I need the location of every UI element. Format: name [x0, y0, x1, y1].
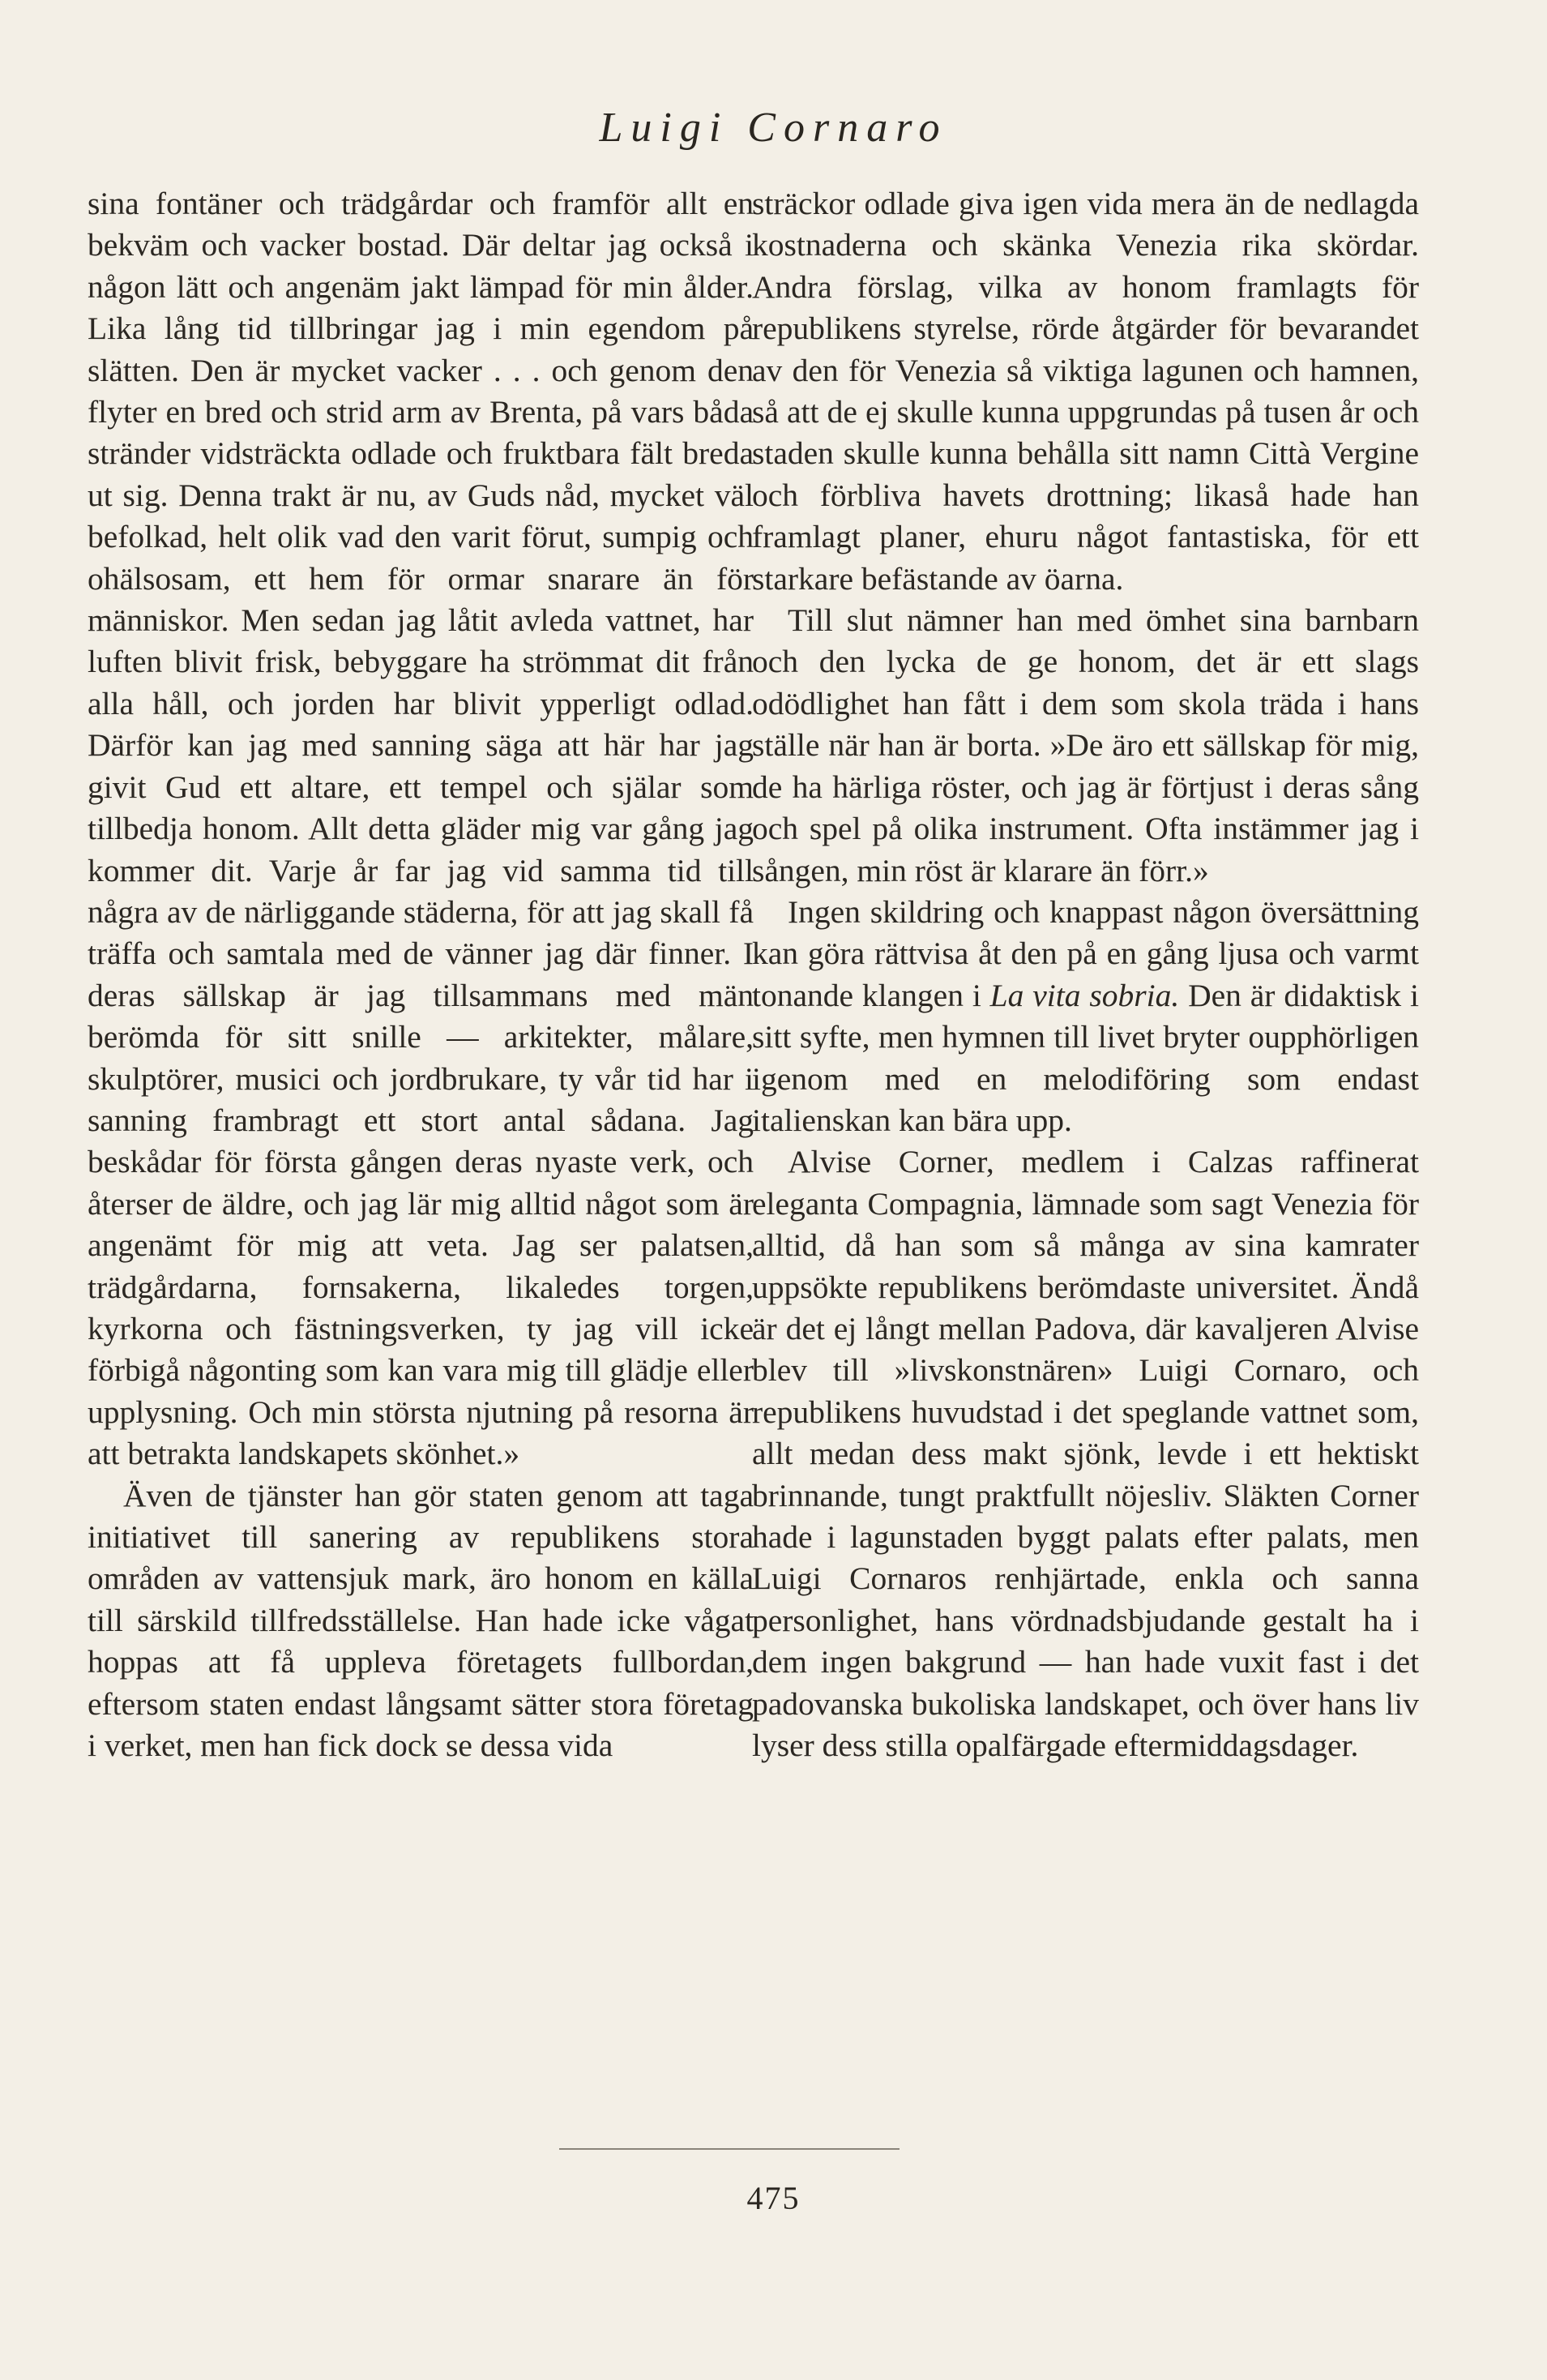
- paragraph: Alvise Corner, medlem i Calzas raffinerat eleganta Compagnia, lämnade som sagt Venezia för alltid, då han som så många av sina kamrater uppsökte republikens berömdaste universitet. Ändå är det ej långt mellan Padova, där kavaljeren Alvise blev till »livskonstnären» Luigi Cornaro, och republikens huvudstad i det speglande vattnet som, allt medan dess makt sjönk, levde i ett hektiskt brinnande, tungt praktfullt nöjesliv. Släkten Corner hade i lagunstaden byggt palats efter palats, men Luigi Cornaros renhjärtade, enkla och sanna personlighet, hans vördnadsbjudande gestalt ha i dem ingen bakgrund — han hade vuxit fast i det padovanska bukoliska landskapet, och över hans liv lyser dess stilla opalfärgade eftermiddagsdager.: [752, 1144, 1419, 1764]
- paragraph: sträckor odlade giva igen vida mera än de nedlagda kostnaderna och skänka Venezia rika skördar. Andra förslag, vilka av honom framlagts för republikens styrelse, rörde åtgärder för bevarandet av den för Venezia så viktiga lagunen och hamnen, så att de ej skulle kunna uppgrundas på tusen år och staden skulle kunna behålla sitt namn Città Vergine och förbliva havets drottning; likaså hade han framlagt planer, ehuru något fantastiska, för ett starkare befästande av öarna.: [752, 186, 1419, 597]
- right-column: [752, 183, 1419, 1766]
- left-column: [88, 183, 754, 1766]
- paragraph-text: Ingen skildring och knappast någon översättning kan göra rättvisa åt den på en gång ljusa och varmt tonande klangen i: [752, 893, 1419, 1013]
- page-number: 475: [746, 2180, 801, 2216]
- paragraph: Till slut nämner han med ömhet sina barnbarn och den lycka de ge honom, det är ett slags odödlighet han fått i dem som skola träda i hans ställe när han är borta. »De äro ett sällskap för mig, de ha härliga röster, och jag är förtjust i deras sång och spel på olika instrument. Ofta instämmer jag i sången, min röst är klarare än förr.»: [752, 602, 1419, 888]
- paragraph: sina fontäner och trädgårdar och framför allt en bekväm och vacker bostad. Där deltar jag också i någon lätt och angenäm jakt lämpad för min ålder. Lika lång tid tillbringar jag i min egendom på slätten. Den är mycket vacker . . . och genom den flyter en bred och strid arm av Brenta, på vars båda stränder vidsträckta odlade och fruktbara fält breda ut sig. Denna trakt är nu, av Guds nåd, mycket väl befolkad, helt olik vad den varit förut, sumpig och ohälsosam, ett hem för ormar snarare än för människor. Men sedan jag låtit avleda vattnet, har luften blivit frisk, bebyggare ha strömmat dit från alla håll, och jorden har blivit ypperligt odlad. Därför kan jag med sanning säga att här har jag givit Gud ett altare, ett tempel och själar som tillbedja honom. Allt detta gläder mig var gång jag kommer dit. Varje år far jag vid samma tid till några av de närliggande städerna, för att jag skall få träffa och samtala med de vänner jag där finner. I deras sällskap är jag tillsammans med män berömda för sitt snille — arkitekter, målare, skulptörer, musici och jordbrukare, ty vår tid har i sanning frambragt ett stort antal sådana. Jag beskådar för första gången deras nyaste verk, och återser de äldre, och jag lär mig alltid något som är angenämt för mig att veta. Jag ser palatsen, trädgårdarna, fornsakerna, likaledes torgen, kyrkorna och fästningsverken, ty jag vill icke förbigå någonting som kan vara mig till glädje eller upplysning. Och min största njutning på resorna är att betrakta landskapets skönhet.»: [88, 186, 754, 1472]
- footer-rule: [559, 2148, 900, 2150]
- running-head: Luigi Cornaro: [599, 105, 948, 151]
- paragraph: [752, 892, 1419, 1141]
- paragraph-text: Den är didaktisk i sitt syfte, men hymnen till livet bryter oupphörligen igenom med en melodiföring som endast italienskan kan bära upp.: [752, 977, 1419, 1138]
- paragraph: Även de tjänster han gör staten genom att taga initiativet till sanering av republikens stora områden av vattensjuk mark, äro honom en källa till särskild tillfredsställelse. Han hade icke vågat hoppas att få uppleva företagets fullbordan, eftersom staten endast långsamt sätter stora företag i verket, men han fick dock se dessa vida: [88, 1477, 754, 1764]
- book-title: La vita sobria.: [989, 977, 1180, 1013]
